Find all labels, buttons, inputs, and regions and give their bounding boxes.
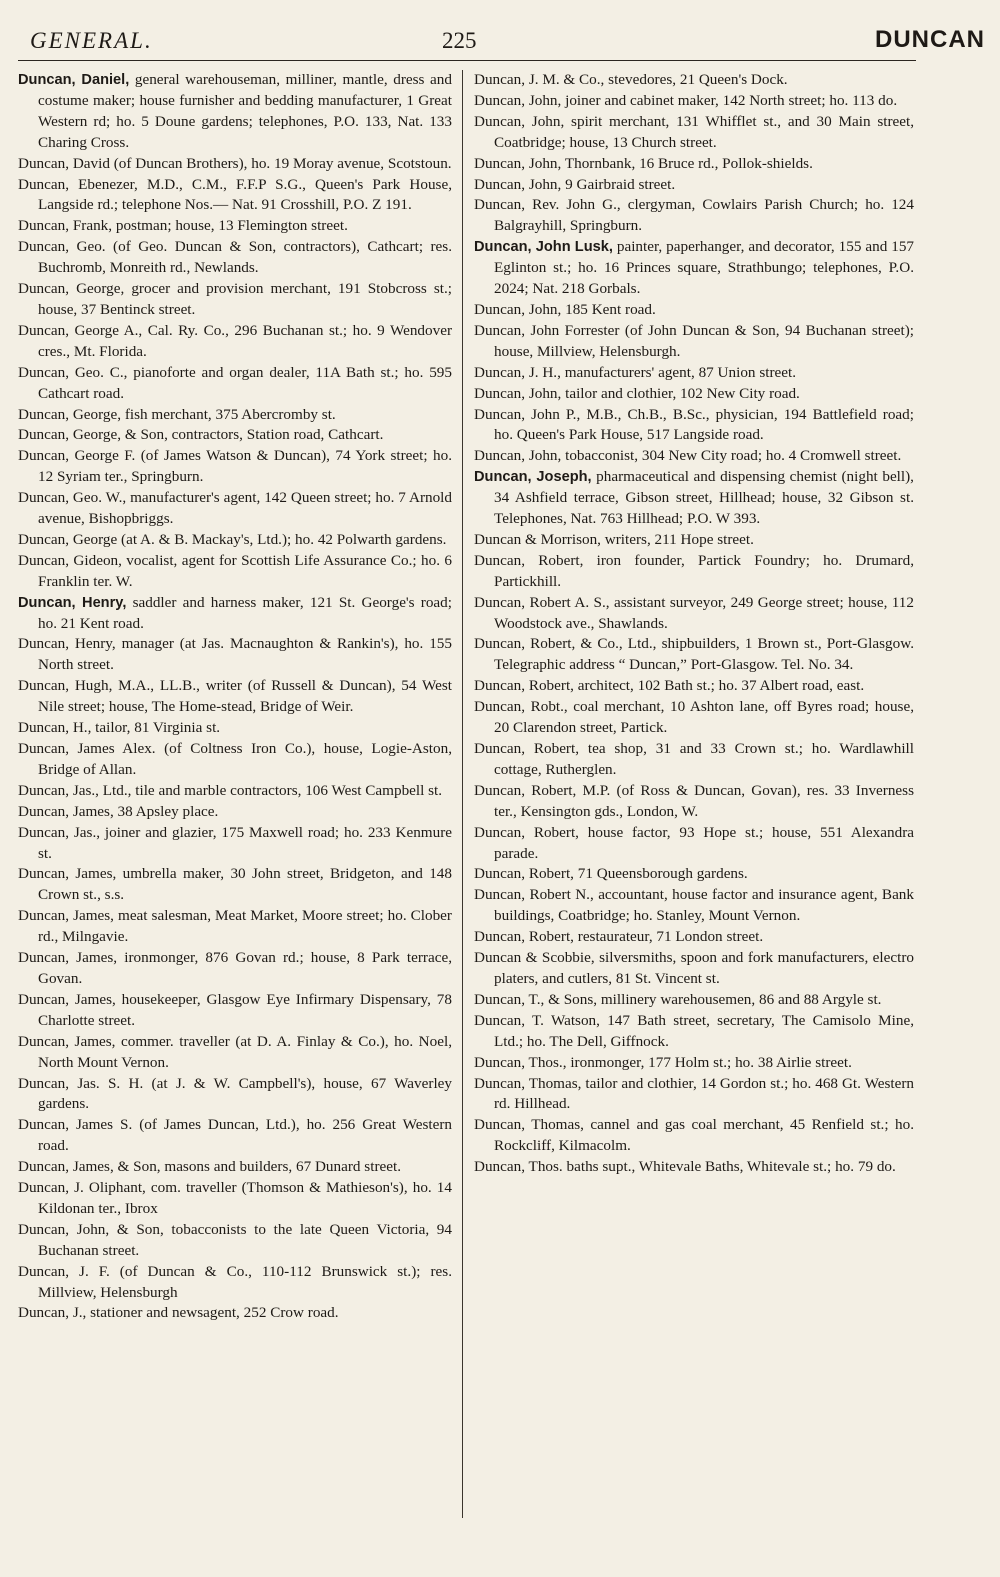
- directory-entry: [18, 154, 452, 175]
- entry-name: Duncan, John Lusk,: [474, 239, 613, 256]
- entry-details: Henry, manager (at Jas. Macnaughton & Rankin's), ho. 155 North street.: [38, 635, 452, 674]
- directory-entry: [474, 990, 914, 1011]
- entry-name: Duncan,: [474, 990, 526, 1008]
- entry-details: Thos., ironmonger, 177 Holm st.; ho. 38 Airlie street.: [525, 1053, 852, 1071]
- entry-name: Duncan, Joseph,: [474, 469, 592, 486]
- entry-name: Duncan,: [474, 91, 526, 109]
- directory-entry: [474, 1074, 914, 1116]
- entry-name: Duncan,: [18, 426, 70, 444]
- entry-name: Duncan,: [18, 740, 70, 757]
- entry-name: Duncan,: [18, 1032, 70, 1050]
- entry-details: James, 38 Apsley place.: [69, 802, 219, 820]
- entry-details: George A., Cal. Ry. Co., 296 Buchanan st.; ho. 9 Wendover cres., Mt. Florida.: [38, 321, 452, 360]
- directory-entry: [18, 405, 452, 426]
- directory-entry: [18, 781, 452, 802]
- directory-entry: [18, 1074, 452, 1116]
- entry-details: John, spirit merchant, 131 Whifflet st., and 30 Main street, Coatbridge; house, 13 Church street.: [494, 112, 914, 151]
- entry-details: Robert, & Co., Ltd., shipbuilders, 1 Brown st., Port-Glasgow. Telegraphic address “ Duncan,” Port-Glasgow. Tel. No. 34.: [494, 635, 914, 674]
- directory-entry: [474, 739, 914, 781]
- entry-details: Robert, restaurateur, 71 London street.: [525, 928, 764, 946]
- entry-name: Duncan,: [18, 635, 70, 653]
- directory-entry: [474, 363, 914, 384]
- entry-name: Duncan,: [474, 300, 526, 318]
- entry-name: Duncan,: [474, 928, 526, 946]
- directory-entry: [474, 384, 914, 405]
- entry-details: John, 9 Gairbraid street.: [525, 175, 676, 193]
- entry-name: Duncan,: [474, 112, 526, 130]
- directory-entry: [474, 70, 914, 91]
- entry-name: Duncan, Henry,: [18, 594, 127, 611]
- entry-details: James, & Son, masons and builders, 67 Dunard street.: [69, 1158, 401, 1176]
- directory-entry: [18, 70, 452, 154]
- entry-details: Robert A. S., assistant surveyor, 249 George street; house, 112 Woodstock ave., Shawlands.: [494, 593, 914, 632]
- entry-name: Duncan,: [18, 175, 70, 193]
- entry-details: Geo. W., manufacturer's agent, 142 Queen street; ho. 7 Arnold avenue, Bishopbriggs.: [38, 489, 452, 528]
- entry-name: Duncan, Daniel,: [18, 72, 130, 88]
- entry-name: Duncan,: [474, 384, 526, 402]
- entry-details: Robert, tea shop, 31 and 33 Crown st.; ho. Wardlawhill cottage, Rutherglen.: [494, 740, 914, 778]
- right-column: [474, 70, 914, 1178]
- entry-details: Robert N., accountant, house factor and insurance agent, Bank buildings, Coatbridge; ho. Stanley, Mount Vernon.: [494, 886, 914, 925]
- directory-entry: [474, 1115, 914, 1157]
- entry-name: Duncan,: [18, 1220, 70, 1238]
- directory-entry: [18, 634, 452, 676]
- entry-details: George (at A. & B. Mackay's, Ltd.); ho. 42 Polwarth gardens.: [69, 530, 447, 548]
- directory-entry: [18, 906, 452, 948]
- directory-entry: [474, 593, 914, 635]
- entry-name: Duncan,: [474, 823, 526, 841]
- entry-name: Duncan,: [474, 175, 526, 193]
- entry-name: Duncan,: [474, 593, 526, 611]
- entry-details: Robert, M.P. (of Ross & Duncan, Govan), res. 33 Inverness ter., Kensington gds., London, W.: [494, 781, 914, 820]
- entry-details: T., & Sons, millinery warehousemen, 86 and 88 Argyle st.: [525, 990, 882, 1008]
- directory-entry: [18, 446, 452, 488]
- directory-entry: [474, 91, 914, 112]
- header-rule: [18, 60, 916, 61]
- directory-entry: [474, 1053, 914, 1074]
- entry-name: Duncan,: [18, 238, 70, 256]
- entry-details: & Scobbie, silversmiths, spoon and fork manufacturers, electro platers, and cutlers, 81 St. Vincent st.: [494, 949, 914, 987]
- directory-entry: [474, 697, 914, 739]
- entry-details: John P., M.B., Ch.B., B.Sc., physician, 194 Battlefield road; ho. Queen's Park House, 517 Langside road.: [494, 405, 914, 444]
- page-header: [30, 22, 985, 58]
- directory-entry: [18, 175, 452, 217]
- entry-name: Duncan,: [18, 280, 70, 298]
- entry-details: Thos. baths supt., Whitevale Baths, Whitevale st.; ho. 79 do.: [525, 1158, 896, 1176]
- entry-name: Duncan,: [474, 447, 526, 465]
- section-title: GENERAL.: [30, 28, 153, 53]
- column-divider: [462, 70, 463, 1518]
- entry-details: T. Watson, 147 Bath street, secretary, The Camisolo Mine, Ltd.; ho. The Dell, Giffnock.: [494, 1011, 914, 1050]
- entry-name: Duncan,: [474, 154, 526, 172]
- entry-details: Jas. S. H. (at J. & W. Campbell's), house, 67 Waverley gardens.: [38, 1074, 452, 1113]
- directory-entry: [18, 593, 452, 635]
- entry-name: Duncan,: [474, 1053, 526, 1071]
- directory-entry: [474, 175, 914, 196]
- entry-details: James Alex. (of Coltness Iron Co.), house, Logie-Aston, Bridge of Allan.: [38, 740, 452, 778]
- entry-name: Duncan,: [18, 1116, 70, 1134]
- directory-entry: [474, 1157, 914, 1178]
- directory-entry: [18, 1178, 452, 1220]
- entry-details: John, & Son, tobacconists to the late Queen Victoria, 94 Buchanan street.: [38, 1220, 452, 1259]
- entry-details: George, & Son, contractors, Station road, Cathcart.: [69, 426, 384, 444]
- entry-name: Duncan,: [474, 865, 526, 883]
- entry-name: Duncan,: [18, 802, 70, 820]
- entry-details: James, meat salesman, Meat Market, Moore street; ho. Clober rd., Milngavie.: [38, 907, 452, 946]
- entry-details: Hugh, M.A., LL.B., writer (of Russell & Duncan), 54 West Nile street; house, The Home-stead, Bridge of Weir.: [38, 677, 452, 716]
- entry-details: John, joiner and cabinet maker, 142 North street; ho. 113 do.: [525, 91, 898, 109]
- entry-details: J. H., manufacturers' agent, 87 Union street.: [525, 363, 797, 381]
- entry-name: Duncan,: [18, 489, 70, 507]
- entry-name: Duncan,: [18, 865, 70, 883]
- entry-details: Jas., joiner and glazier, 175 Maxwell road; ho. 233 Kenmure st.: [38, 823, 452, 862]
- entry-details: James, commer. traveller (at D. A. Finlay & Co.), ho. Noel, North Mount Vernon.: [38, 1032, 452, 1071]
- entry-details: James, umbrella maker, 30 John street, Bridgeton, and 148 Crown st., s.s.: [38, 865, 452, 904]
- directory-entry: [474, 885, 914, 927]
- entry-name: Duncan,: [18, 530, 70, 548]
- entry-name: Duncan,: [18, 907, 70, 925]
- directory-entry: [474, 927, 914, 948]
- directory-entry: [474, 195, 914, 237]
- entry-details: painter, paperhanger, and decorator, 155 and 157 Eglinton st.; ho. 16 Princes square, Strathbungo; telephones, P.O. 2024; Nat. 218 Gorbals.: [494, 238, 915, 298]
- directory-entry: [474, 551, 914, 593]
- entry-details: Robert, house factor, 93 Hope st.; house, 551 Alexandra parade.: [494, 823, 914, 862]
- entry-details: Robt., coal merchant, 10 Ashton lane, off Byres road; house, 20 Clarendon street, Partick.: [494, 698, 914, 737]
- entry-name: Duncan,: [18, 154, 70, 172]
- entry-details: Robert, 71 Queensborough gardens.: [525, 865, 748, 883]
- directory-entry: [18, 530, 452, 551]
- directory-entry: [18, 1303, 452, 1324]
- directory-entry: [18, 802, 452, 823]
- entry-name: Duncan,: [18, 719, 70, 737]
- entry-name: Duncan,: [474, 1074, 526, 1092]
- entry-name: Duncan: [474, 530, 522, 548]
- entry-name: Duncan,: [474, 698, 526, 716]
- entry-name: Duncan,: [474, 71, 526, 88]
- directory-entry: [18, 1115, 452, 1157]
- directory-entry: [474, 781, 914, 823]
- directory-entry: [474, 1011, 914, 1053]
- entry-name: Duncan,: [474, 677, 526, 695]
- entry-name: Duncan,: [18, 1304, 70, 1322]
- entry-name: Duncan,: [474, 551, 526, 569]
- directory-entry: [18, 676, 452, 718]
- entry-details: John, tailor and clothier, 102 New City road.: [525, 384, 800, 402]
- entry-details: J. Oliphant, com. traveller (Thomson & Mathieson's), ho. 14 Kildonan ter., Ibrox: [38, 1179, 452, 1217]
- entry-details: Rev. John G., clergyman, Cowlairs Parish Church; ho. 124 Balgrayhill, Springburn.: [494, 196, 914, 235]
- entry-details: general warehouseman, milliner, mantle, dress and costume maker; house furnisher and bedding manufacturer, 1 Great Western rd; ho. 5 Doune gardens; telephones, P.O. 133, Nat. 133 Charing Cross.: [38, 71, 452, 151]
- entry-details: Geo. (of Geo. Duncan & Son, contractors), Cathcart; res. Buchromb, Monreith rd., Newlands.: [38, 238, 452, 277]
- entry-name: Duncan,: [18, 677, 70, 695]
- entry-name: Duncan,: [474, 635, 526, 653]
- directory-entry: [18, 321, 452, 363]
- entry-details: Robert, architect, 102 Bath st.; ho. 37 Albert road, east.: [525, 677, 865, 695]
- entry-details: saddler and harness maker, 121 St. George's road; ho. 21 Kent road.: [38, 593, 452, 632]
- entry-name: Duncan,: [18, 321, 70, 339]
- entry-details: John Forrester (of John Duncan & Son, 94 Buchanan street); house, Millview, Helensburgh.: [494, 321, 914, 360]
- directory-entry: [474, 405, 914, 447]
- entry-details: J. M. & Co., stevedores, 21 Queen's Dock.: [525, 71, 788, 88]
- directory-entry: [18, 948, 452, 990]
- entry-name: Duncan,: [474, 886, 526, 904]
- entry-details: Thomas, tailor and clothier, 14 Gordon st.; ho. 468 Gt. Western rd. Hillhead.: [494, 1074, 914, 1113]
- entry-details: pharmaceutical and dispensing chemist (night bell), 34 Ashfield terrace, Gibson street, Hillhead; house, 32 Gibson st. Telephones, Nat. 763 Hillhead; P.O. W 393.: [494, 468, 914, 528]
- directory-entry: [18, 739, 452, 781]
- directory-entry: [18, 363, 452, 405]
- directory-entry: [18, 990, 452, 1032]
- entry-name: Duncan,: [18, 551, 70, 569]
- entry-details: James, ironmonger, 876 Govan rd.; house, 8 Park terrace, Govan.: [38, 949, 452, 987]
- directory-entry: [18, 551, 452, 593]
- entry-details: John, 185 Kent road.: [525, 300, 656, 318]
- entry-details: J. F. (of Duncan & Co., 110-112 Brunswick st.); res. Millview, Helensburgh: [38, 1262, 452, 1301]
- entry-details: J., stationer and newsagent, 252 Crow road.: [69, 1304, 339, 1322]
- entry-name: Duncan,: [18, 363, 70, 381]
- directory-entry: [474, 237, 914, 300]
- entry-details: George, grocer and provision merchant, 191 Stobcross st.; house, 37 Bentinck street.: [38, 280, 452, 318]
- directory-entry: [474, 446, 914, 467]
- entry-details: Thomas, cannel and gas coal merchant, 45 Renfield st.; ho. Rockcliff, Kilmacolm.: [494, 1116, 914, 1155]
- page-number: 225: [442, 28, 477, 53]
- directory-entry: [474, 948, 914, 990]
- entry-details: James S. (of James Duncan, Ltd.), ho. 256 Great Western road.: [38, 1116, 452, 1155]
- entry-name: Duncan,: [18, 405, 70, 423]
- entry-name: Duncan,: [18, 1074, 70, 1092]
- directory-entry: [18, 1220, 452, 1262]
- left-column: [18, 70, 452, 1324]
- entry-details: David (of Duncan Brothers), ho. 19 Moray avenue, Scotstoun.: [69, 154, 452, 172]
- directory-entry: [18, 864, 452, 906]
- entry-name: Duncan,: [474, 781, 526, 799]
- entry-name: Duncan,: [18, 447, 70, 465]
- entry-name: Duncan,: [18, 1179, 70, 1197]
- directory-entry: [474, 321, 914, 363]
- entry-name: Duncan,: [18, 823, 70, 841]
- directory-entry: [474, 467, 914, 530]
- entry-name: Duncan,: [18, 1262, 70, 1280]
- entry-name: Duncan,: [18, 1158, 70, 1176]
- directory-entry: [18, 425, 452, 446]
- entry-name: Duncan,: [474, 1116, 526, 1134]
- entry-name: Duncan,: [474, 363, 526, 381]
- directory-entry: [474, 530, 914, 551]
- entry-name: Duncan,: [474, 1011, 526, 1029]
- directory-entry: [18, 216, 452, 237]
- directory-entry: [18, 237, 452, 279]
- entry-details: Ebenezer, M.D., C.M., F.F.P S.G., Queen's Park House, Langside rd.; telephone Nos.— Nat. 91 Crosshill, P.O. Z 191.: [38, 175, 452, 214]
- directory-entry: [18, 823, 452, 865]
- directory-entry: [474, 112, 914, 154]
- directory-entry: [474, 864, 914, 885]
- entry-details: Gideon, vocalist, agent for Scottish Life Assurance Co.; ho. 6 Franklin ter. W.: [38, 551, 452, 590]
- directory-entry: [474, 634, 914, 676]
- directory-entry: [18, 279, 452, 321]
- directory-entry: [474, 154, 914, 175]
- directory-entry: [474, 300, 914, 321]
- directory-entry: [18, 488, 452, 530]
- entry-name: Duncan,: [18, 781, 70, 799]
- entry-name: Duncan,: [474, 196, 526, 214]
- entry-details: George, fish merchant, 375 Abercromby st.: [69, 405, 336, 423]
- entry-details: John, Thornbank, 16 Bruce rd., Pollok-shields.: [525, 154, 813, 172]
- directory-entry: [474, 676, 914, 697]
- entry-name: Duncan: [474, 949, 522, 967]
- entry-details: Geo. C., pianoforte and organ dealer, 11A Bath st.; ho. 595 Cathcart road.: [38, 363, 452, 402]
- entry-details: Robert, iron founder, Partick Foundry; ho. Drumard, Partickhill.: [494, 551, 914, 590]
- entry-name: Duncan,: [18, 990, 70, 1008]
- entry-details: Frank, postman; house, 13 Flemington street.: [69, 217, 348, 235]
- running-head-keyword: DUNCAN: [875, 26, 985, 53]
- directory-entry: [18, 1262, 452, 1304]
- entry-details: & Morrison, writers, 211 Hope street.: [521, 530, 754, 548]
- directory-entry: [474, 823, 914, 865]
- entry-details: Jas., Ltd., tile and marble contractors, 106 West Campbell st.: [69, 781, 443, 799]
- entry-details: H., tailor, 81 Virginia st.: [69, 719, 221, 737]
- entry-name: Duncan,: [474, 740, 526, 757]
- entry-name: Duncan,: [18, 217, 70, 235]
- entry-details: James, housekeeper, Glasgow Eye Infirmary Dispensary, 78 Charlotte street.: [38, 990, 452, 1029]
- entry-name: Duncan,: [474, 321, 526, 339]
- entry-details: John, tobacconist, 304 New City road; ho. 4 Cromwell street.: [525, 447, 902, 465]
- directory-entry: [18, 718, 452, 739]
- entry-name: Duncan,: [474, 1158, 526, 1176]
- directory-entry: [18, 1032, 452, 1074]
- entry-name: Duncan,: [18, 949, 70, 967]
- directory-entry: [18, 1157, 452, 1178]
- entry-name: Duncan,: [474, 405, 526, 423]
- entry-details: George F. (of James Watson & Duncan), 74 York street; ho. 12 Syriam ter., Springburn.: [38, 447, 452, 486]
